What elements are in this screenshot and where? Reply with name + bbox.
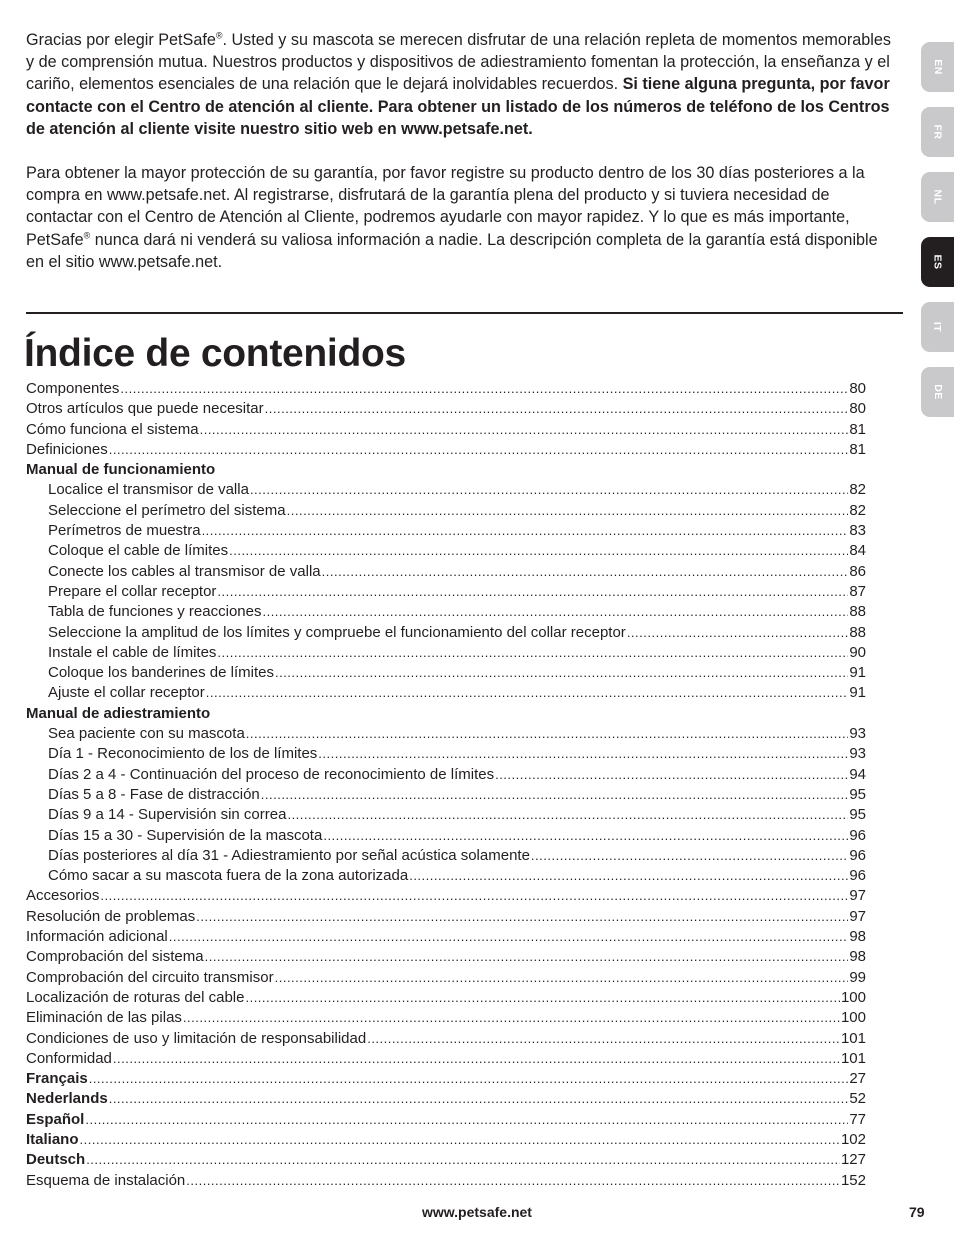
toc-entry <box>26 521 866 541</box>
toc-leader-dots <box>245 988 840 1008</box>
page-number: 79 <box>909 1204 925 1220</box>
language-tab-nl[interactable] <box>921 172 954 222</box>
toc-entry <box>26 724 866 744</box>
toc-entry-page: 81 <box>849 420 866 438</box>
toc-entry-page: 100 <box>840 1009 866 1027</box>
language-tab-en[interactable] <box>921 42 954 92</box>
toc-leader-dots <box>367 1029 840 1049</box>
intro-text-span: . Usted y su mascota se merecen disfrutar de una relación repleta de momentos memorables y de comprensión mutua. Nuestros productos y dispositivos de adiestramiento fomentan la protección, la enseñanza y el cariño, elementos esenciales de una relación que le dejará inolvidables recuerdos. <box>26 31 892 94</box>
toc-entry-title: Français <box>26 1070 88 1088</box>
toc-leader-dots <box>120 379 848 399</box>
toc-group-general <box>26 379 866 460</box>
toc-entry <box>26 947 866 967</box>
toc-entry-title: Condiciones de uso y limitación de responsabilidad <box>26 1029 367 1047</box>
toc-entry-title: Instale el cable de límites <box>48 643 217 661</box>
toc-entry-page: 82 <box>849 481 866 499</box>
toc-entry-title: Italiano <box>26 1130 79 1148</box>
toc-entry-title: Prepare el collar receptor <box>48 582 217 600</box>
registered-mark: ® <box>215 30 223 41</box>
toc-entry <box>26 1029 866 1049</box>
toc-entry-title: Días 2 a 4 - Continuación del proceso de reconocimiento de límites <box>48 765 495 783</box>
toc-entry-title: Conecte los cables al transmisor de valla <box>48 562 321 580</box>
toc-leader-dots <box>287 805 848 825</box>
toc-entry <box>26 480 866 500</box>
toc-entry-title: Días 15 a 30 - Supervisión de la mascota <box>48 826 323 844</box>
toc-entry <box>26 420 866 440</box>
toc-entry <box>26 765 866 785</box>
toc-leader-dots <box>196 907 848 927</box>
toc-entry-page: 87 <box>849 582 866 600</box>
toc-entry-page: 96 <box>849 846 866 864</box>
toc-entry-page: 94 <box>849 765 866 783</box>
toc-entry <box>26 440 866 460</box>
toc-entry-title: Coloque el cable de límites <box>48 542 229 560</box>
customer-care-note: Si tiene alguna pregunta, por favor contacte con el Centro de atención al cliente. Para obtener un listado de los números de teléfono de los Centros de atención al cliente visite nuestro sitio web en www.petsafe.net. <box>26 75 890 138</box>
toc-entry <box>26 805 866 825</box>
toc-entry <box>26 826 866 846</box>
toc-entry <box>26 379 866 399</box>
divider-rule <box>26 312 903 314</box>
toc-leader-dots <box>323 826 848 846</box>
language-tab-label: FR <box>931 124 944 140</box>
toc-entry <box>26 501 866 521</box>
toc-entry <box>26 643 866 663</box>
intro-paragraph-1 <box>26 29 898 140</box>
toc-entry-page: 99 <box>849 968 866 986</box>
toc-leader-dots <box>113 1049 840 1069</box>
toc-entry-title: Sea paciente con su mascota <box>48 725 245 743</box>
toc-entry-page: 95 <box>849 785 866 803</box>
toc-group-languages <box>26 1069 866 1170</box>
toc-group-training <box>26 724 866 886</box>
language-tabs <box>921 42 954 432</box>
toc-entry-page: 100 <box>840 988 866 1006</box>
toc-entry <box>26 785 866 805</box>
toc-entry-title: Otros artículos que puede necesitar <box>26 400 264 418</box>
toc-entry-page: 27 <box>849 1070 866 1088</box>
toc-leader-dots <box>229 541 848 561</box>
toc-entry-page: 82 <box>849 501 866 519</box>
toc-entry-page: 95 <box>849 806 866 824</box>
toc-leader-dots <box>169 927 849 947</box>
toc-entry-page: 93 <box>849 745 866 763</box>
toc-entry-page: 84 <box>849 542 866 560</box>
toc-leader-dots <box>89 1069 849 1089</box>
toc-entry-page: 80 <box>849 400 866 418</box>
intro-text <box>26 29 898 273</box>
toc-entry-title: Localice el transmisor de valla <box>48 481 249 499</box>
toc-entry-title: Cómo sacar a su mascota fuera de la zona autorizada <box>48 867 409 885</box>
toc-group-operation <box>26 480 866 703</box>
toc-entry-title: Nederlands <box>26 1090 108 1108</box>
toc-entry-title: Localización de roturas del cable <box>26 988 245 1006</box>
toc-entry-page: 101 <box>840 1049 866 1067</box>
toc-entry-page: 96 <box>849 826 866 844</box>
registered-mark: ® <box>83 230 91 241</box>
toc-entry-page: 101 <box>840 1029 866 1047</box>
toc-leader-dots <box>200 420 849 440</box>
toc-leader-dots <box>186 1171 840 1191</box>
toc-entry-title: Seleccione el perímetro del sistema <box>48 501 286 519</box>
toc-entry <box>26 927 866 947</box>
toc-entry <box>26 1110 866 1130</box>
toc-leader-dots <box>217 582 848 602</box>
toc-entry-page: 88 <box>849 623 866 641</box>
toc-leader-dots <box>495 765 848 785</box>
toc-leader-dots <box>287 501 849 521</box>
toc-entry <box>26 683 866 703</box>
footer-url: www.petsafe.net <box>422 1204 532 1220</box>
toc-entry-page: 93 <box>849 725 866 743</box>
toc-entry-title: Accesorios <box>26 887 100 905</box>
toc-entry-title: Español <box>26 1110 85 1128</box>
toc-entry <box>26 663 866 683</box>
toc-leader-dots <box>86 1150 840 1170</box>
toc-leader-dots <box>85 1110 848 1130</box>
toc-leader-dots <box>409 866 848 886</box>
toc-entry-page: 152 <box>840 1171 866 1189</box>
toc-entry <box>26 1049 866 1069</box>
toc-entry <box>26 1089 866 1109</box>
toc-entry <box>26 1008 866 1028</box>
toc-entry <box>26 846 866 866</box>
intro-paragraph-2 <box>26 162 898 273</box>
toc-section-heading: Manual de funcionamiento <box>26 461 216 479</box>
toc-entry <box>26 744 866 764</box>
toc-entry-title: Definiciones <box>26 440 108 458</box>
toc-leader-dots <box>202 521 849 541</box>
toc-leader-dots <box>261 785 849 805</box>
toc-leader-dots <box>262 602 848 622</box>
toc-entry <box>26 602 866 622</box>
toc-leader-dots <box>109 1089 849 1109</box>
toc-entry-title: Deutsch <box>26 1151 86 1169</box>
toc-entry-title: Eliminación de las pilas <box>26 1009 182 1027</box>
toc-leader-dots <box>275 968 849 988</box>
table-of-contents <box>26 379 866 1191</box>
toc-entry-page: 77 <box>849 1110 866 1128</box>
toc-leader-dots <box>250 480 848 500</box>
intro-text-span: nunca dará ni venderá su valiosa información a nadie. La descripción completa de la garantía está disponible en el sitio www.petsafe.net. <box>26 230 878 271</box>
toc-leader-dots <box>265 399 849 419</box>
toc-entry <box>26 399 866 419</box>
toc-leader-dots <box>318 744 848 764</box>
toc-entry-page: 127 <box>840 1151 866 1169</box>
toc-entry-page: 81 <box>849 440 866 458</box>
toc-entry-title: Seleccione la amplitud de los límites y compruebe el funcionamiento del collar receptor <box>48 623 626 641</box>
toc-leader-dots <box>246 724 849 744</box>
toc-entry <box>26 1130 866 1150</box>
toc-leader-dots <box>322 562 849 582</box>
toc-entry-page: 52 <box>849 1090 866 1108</box>
toc-entry-page: 97 <box>849 907 866 925</box>
toc-entry-page: 90 <box>849 643 866 661</box>
toc-entry-page: 86 <box>849 562 866 580</box>
language-tab-es[interactable] <box>921 237 954 287</box>
toc-entry <box>26 886 866 906</box>
toc-entry-page: 102 <box>840 1130 866 1148</box>
language-tab-label: ES <box>931 254 944 270</box>
language-tab-label: EN <box>931 59 944 75</box>
toc-entry-page: 98 <box>849 948 866 966</box>
toc-entry-title: Perímetros de muestra <box>48 522 201 540</box>
language-tab-de[interactable] <box>921 367 954 417</box>
language-tab-label: IT <box>931 321 944 333</box>
toc-leader-dots <box>217 643 848 663</box>
language-tab-it[interactable] <box>921 302 954 352</box>
toc-entry <box>26 562 866 582</box>
toc-entry <box>26 1150 866 1170</box>
toc-leader-dots <box>100 886 848 906</box>
toc-entry <box>26 968 866 988</box>
toc-group-other <box>26 886 866 1069</box>
toc-entry <box>26 907 866 927</box>
toc-entry-title: Día 1 - Reconocimiento de los de límites <box>48 745 318 763</box>
toc-leader-dots <box>206 683 849 703</box>
toc-entry <box>26 541 866 561</box>
toc-entry-page: 80 <box>849 380 866 397</box>
toc-entry-title: Días posteriores al día 31 - Adiestramiento por señal acústica solamente <box>48 846 530 864</box>
toc-entry-title: Componentes <box>26 380 120 397</box>
toc-entry-title: Resolución de problemas <box>26 907 196 925</box>
toc-entry-title: Esquema de instalación <box>26 1171 186 1189</box>
toc-entry-title: Información adicional <box>26 928 168 946</box>
toc-leader-dots <box>183 1008 840 1028</box>
toc-entry-page: 88 <box>849 603 866 621</box>
toc-entry-title: Comprobación del sistema <box>26 948 204 966</box>
toc-entry-title: Coloque los banderines de límites <box>48 664 274 682</box>
toc-entry-title: Comprobación del circuito transmisor <box>26 968 274 986</box>
toc-section-heading: Manual de adiestramiento <box>26 704 211 722</box>
toc-entry-page: 91 <box>849 664 866 682</box>
toc-entry <box>26 988 866 1008</box>
toc-entry-title: Ajuste el collar receptor <box>48 684 205 702</box>
toc-entry-title: Días 9 a 14 - Supervisión sin correa <box>48 806 287 824</box>
toc-entry-page: 91 <box>849 684 866 702</box>
page-title: Índice de contenidos <box>24 332 406 375</box>
toc-entry-title: Días 5 a 8 - Fase de distracción <box>48 785 260 803</box>
toc-leader-dots <box>275 663 848 683</box>
intro-text-span: Gracias por elegir PetSafe <box>26 31 216 49</box>
toc-entry <box>26 1069 866 1089</box>
toc-leader-dots <box>80 1130 840 1150</box>
toc-entry-page: 98 <box>849 928 866 946</box>
language-tab-label: DE <box>931 384 944 400</box>
toc-entry-title: Cómo funciona el sistema <box>26 420 199 438</box>
toc-entry-title: Tabla de funciones y reacciones <box>48 603 262 621</box>
language-tab-label: NL <box>931 189 944 205</box>
toc-leader-dots <box>205 947 849 967</box>
toc-entry-page: 83 <box>849 522 866 540</box>
toc-leader-dots <box>627 623 849 643</box>
toc-entry <box>26 582 866 602</box>
toc-entry-title: Conformidad <box>26 1049 112 1067</box>
toc-entry-page: 96 <box>849 867 866 885</box>
toc-entry-page: 97 <box>849 887 866 905</box>
toc-entry <box>26 866 866 886</box>
language-tab-fr[interactable] <box>921 107 954 157</box>
toc-leader-dots <box>109 440 849 460</box>
toc-entry <box>26 623 866 643</box>
toc-leader-dots <box>531 846 848 866</box>
toc-entry <box>26 1171 866 1191</box>
intro-text-span: Para obtener la mayor protección de su garantía, por favor registre su producto dentro de los 30 días posteriores a la compra en www.petsafe.net. Al registrarse, disfrutará de la garantía plena del producto y si tuviera necesidad de contactar con el Centro de Atención al Cliente, podremos ayudarle con mayor rapidez. Y lo que es más importante, PetSafe <box>26 164 865 249</box>
